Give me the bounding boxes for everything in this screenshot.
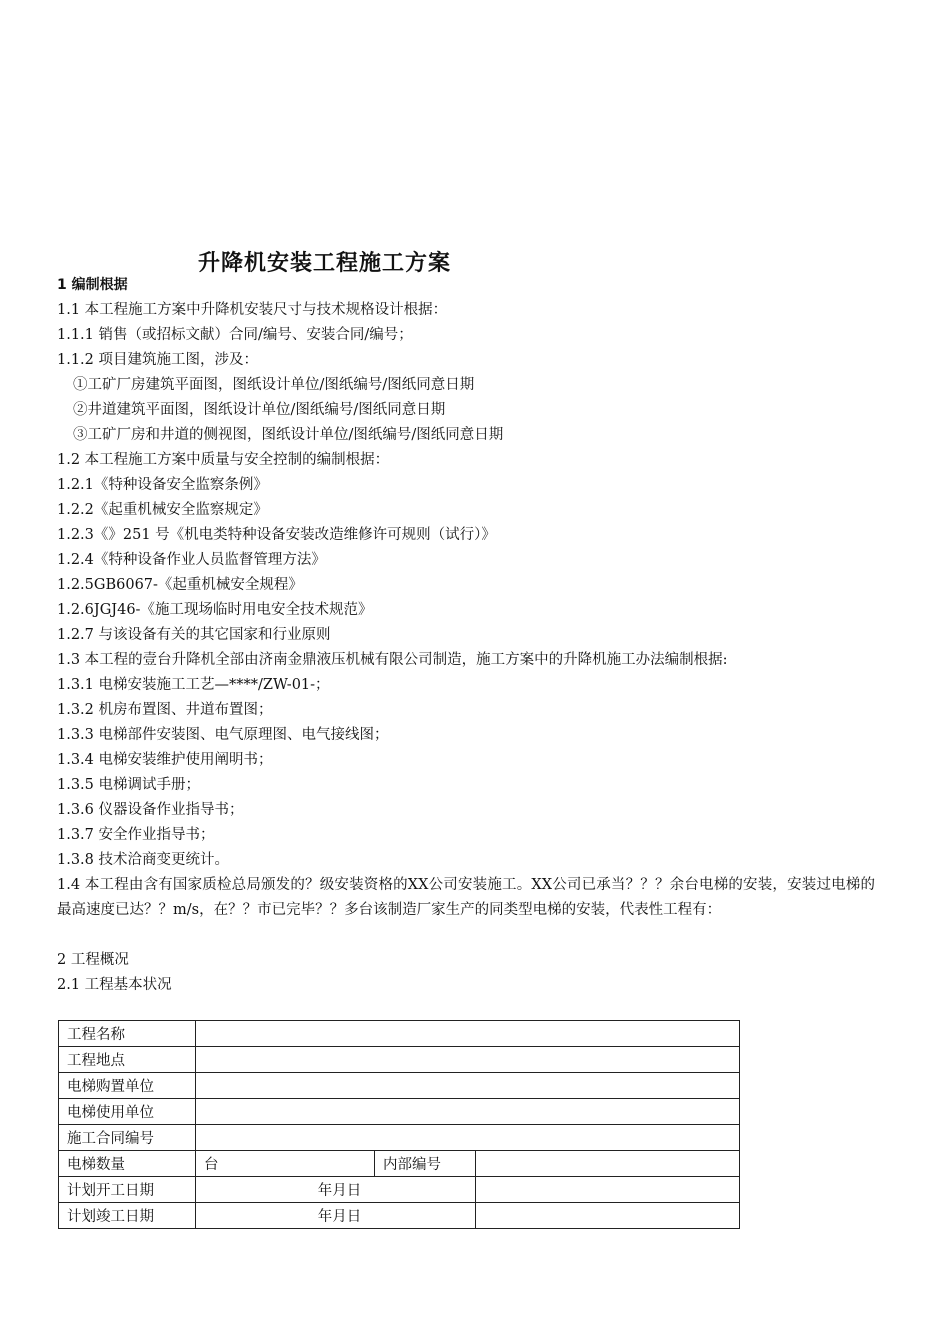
- internal-number-label: 内部编号: [375, 1151, 476, 1177]
- row-value-empty: [476, 1203, 740, 1229]
- table-row: [59, 1177, 740, 1203]
- document-body: [57, 273, 887, 998]
- text-line: 1.3.1 电梯安装施工工艺—****/ZW-01-；: [57, 677, 330, 693]
- text-line: 1.2.4《特种设备作业人员监督管理方法》: [57, 552, 326, 568]
- section-heading: 2 工程概况: [57, 952, 129, 968]
- text-line: 1.3.7 安全作业指导书；: [57, 827, 215, 843]
- drawing-item: ①工矿厂房建筑平面图，图纸设计单位/图纸编号/图纸同意日期: [73, 377, 475, 393]
- blank-line: [57, 923, 887, 948]
- section-heading: 1 编制根据: [57, 277, 128, 293]
- text-line: 1.3.2 机房布置图、井道布置图；: [57, 702, 273, 718]
- text-line: 1.2.1《特种设备安全监察条例》: [57, 477, 268, 493]
- text-line: 1.2.5GB6067-《起重机械安全规程》: [57, 577, 303, 593]
- text-line: 1.3 本工程的壹台升降机全部由济南金鼎液压机械有限公司制造，施工方案中的升降机施工办法编制根据:: [57, 652, 728, 668]
- drawing-item: ③工矿厂房和井道的侧视图，图纸设计单位/图纸编号/图纸同意日期: [73, 427, 504, 443]
- table-row: [59, 1203, 740, 1229]
- row-label: 电梯购置单位: [59, 1073, 196, 1099]
- text-line: 1.1.1 销售（或招标文献）合同/编号、安装合同/编号；: [57, 327, 413, 343]
- text-line: 1.2.3《》251 号《机电类特种设备安装改造维修许可规则（试行）》: [57, 527, 496, 543]
- text-line: 1.3.8 技术洽商变更统计。: [57, 852, 230, 868]
- row-label: 电梯数量: [59, 1151, 196, 1177]
- row-label: 电梯使用单位: [59, 1099, 196, 1125]
- text-line: 1.2.7 与该设备有关的其它国家和行业原则: [57, 627, 331, 643]
- paragraph-1-4: 1.4 本工程由含有国家质检总局颁发的？级安装资格的XX公司安装施工。XX公司已承当？？？余台电梯的安装，安装过电梯的最高速度已达？？m/s，在？？市已完毕？？多台该制造厂家生产的同类型电梯的安装，代表性工程有：: [57, 877, 875, 918]
- document-title: 升降机安装工程施工方案: [198, 251, 452, 276]
- row-label: 计划竣工日期: [59, 1203, 196, 1229]
- text-line: 1.1 本工程施工方案中升降机安装尺寸与技术规格设计根据：: [57, 302, 448, 318]
- table-row: [59, 1125, 740, 1151]
- row-label: 工程地点: [59, 1047, 196, 1073]
- text-line: 1.2 本工程施工方案中质量与安全控制的编制根据：: [57, 452, 390, 468]
- drawing-item: ②井道建筑平面图，图纸设计单位/图纸编号/图纸同意日期: [73, 402, 446, 418]
- table-row: [59, 1099, 740, 1125]
- row-value: [196, 1125, 740, 1151]
- row-label: 施工合同编号: [59, 1125, 196, 1151]
- row-value: [196, 1099, 740, 1125]
- row-value: [196, 1073, 740, 1099]
- table-row: [59, 1151, 740, 1177]
- row-value: [196, 1021, 740, 1047]
- row-label: 工程名称: [59, 1021, 196, 1047]
- row-value-empty: [476, 1177, 740, 1203]
- row-label: 计划开工日期: [59, 1177, 196, 1203]
- text-line: 1.3.5 电梯调试手册；: [57, 777, 201, 793]
- text-line: 1.3.6 仪器设备作业指导书；: [57, 802, 244, 818]
- table-row: [59, 1021, 740, 1047]
- project-info-table: [58, 1020, 740, 1229]
- subsection-heading: 2.1 工程基本状况: [57, 977, 172, 993]
- table-row: [59, 1047, 740, 1073]
- internal-number-value: [476, 1151, 740, 1177]
- text-line: 1.3.4 电梯安装维护使用阐明书；: [57, 752, 273, 768]
- row-value: [196, 1047, 740, 1073]
- text-line: 1.2.6JGJ46-《施工现场临时用电安全技术规范》: [57, 602, 373, 618]
- table-row: [59, 1073, 740, 1099]
- text-line: 1.2.2《起重机械安全监察规定》: [57, 502, 268, 518]
- elevator-count-unit: 台: [196, 1151, 375, 1177]
- text-line: 1.3.3 电梯部件安装图、电气原理图、电气接线图；: [57, 727, 389, 743]
- planned-completion-date: 年月日: [196, 1203, 476, 1229]
- planned-start-date: 年月日: [196, 1177, 476, 1203]
- text-line: 1.1.2 项目建筑施工图，涉及：: [57, 352, 259, 368]
